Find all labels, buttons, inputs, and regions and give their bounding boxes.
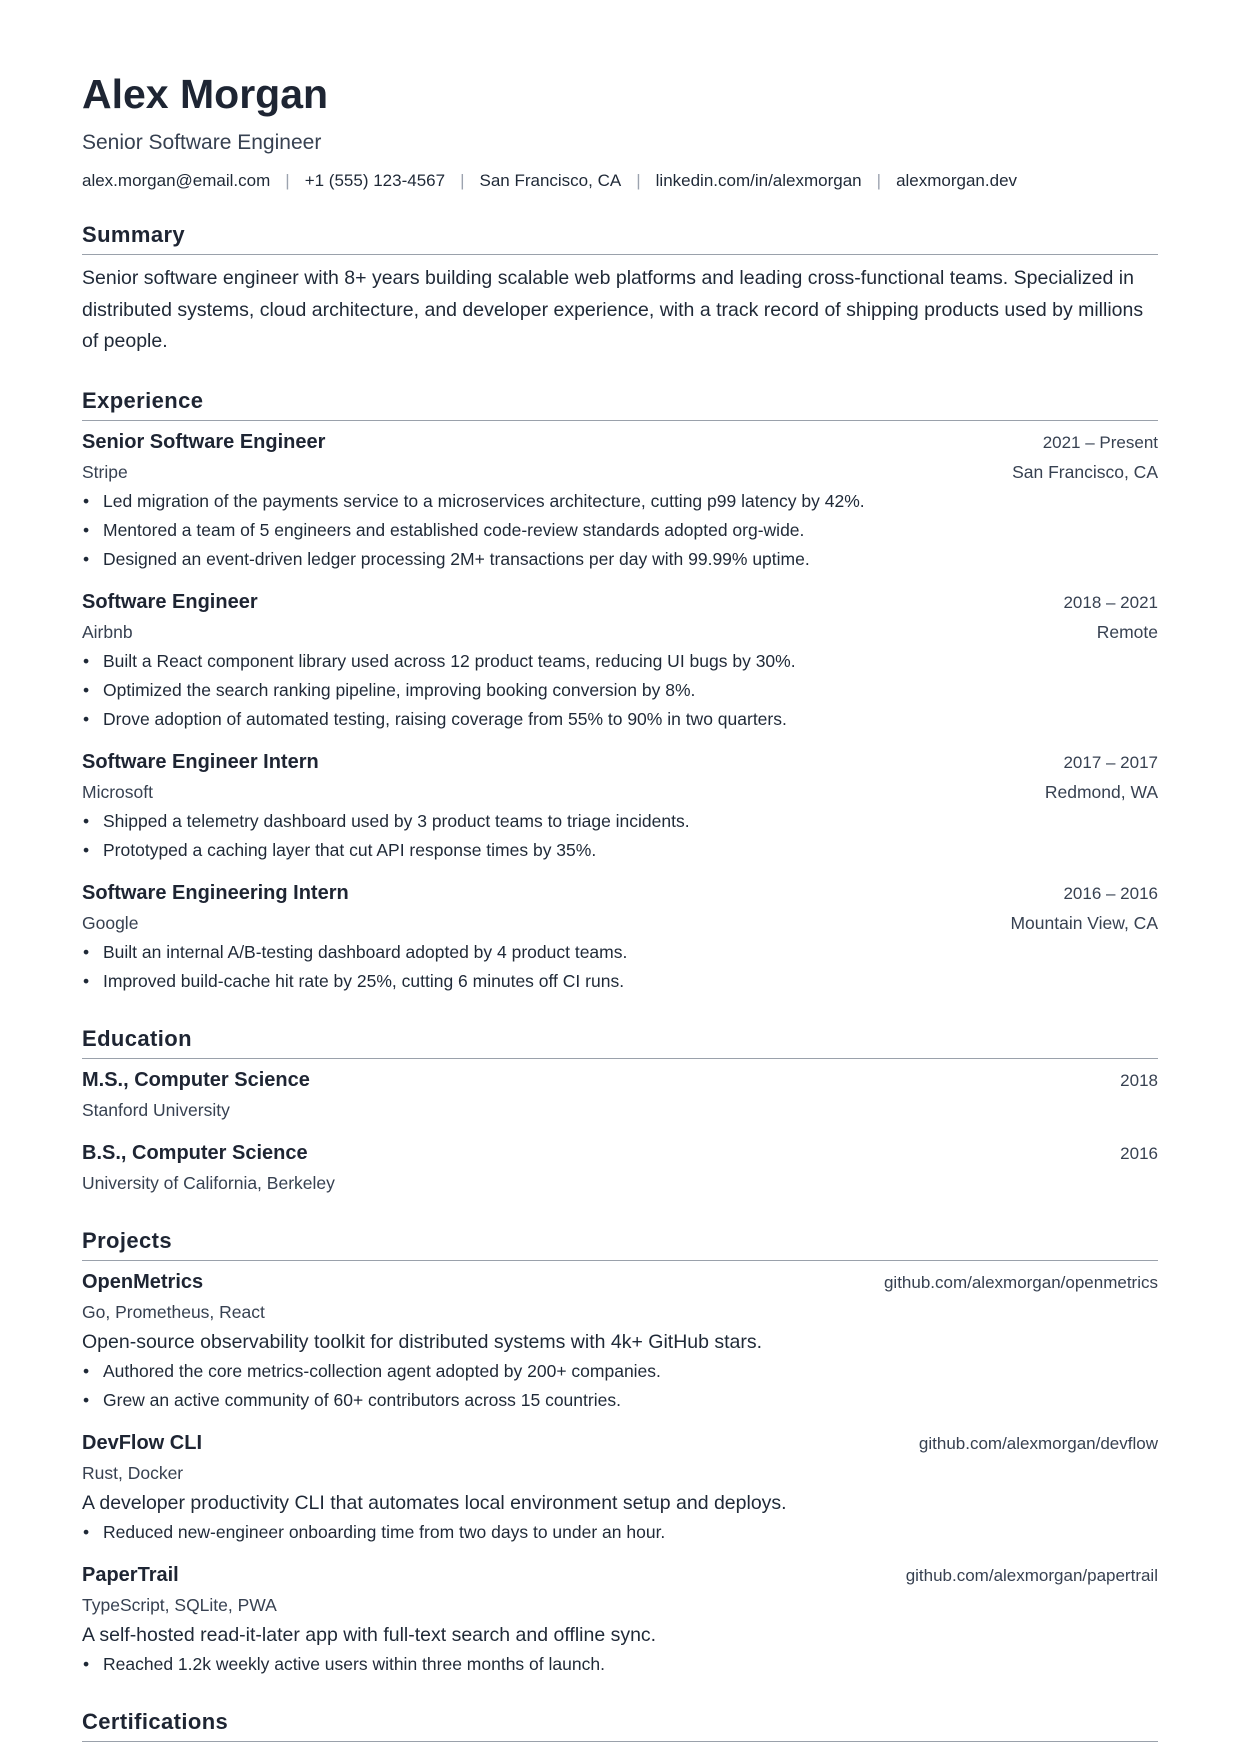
project-stack: Go, Prometheus, React bbox=[82, 1301, 265, 1322]
degree: B.S., Computer Science bbox=[82, 1141, 308, 1164]
summary-text: Senior software engineer with 8+ years building scalable web platforms and leading cross-functional teams. Specialized in distributed systems, cloud architecture, and developer experience, with a track record of shipping products used by millions of people. bbox=[82, 267, 1144, 352]
job-company: Microsoft bbox=[82, 781, 153, 802]
bullet-item: • Grew an active community of 60+ contributors across 15 countries. bbox=[82, 1386, 1158, 1415]
bullet-item: • Reached 1.2k weekly active users within three months of launch. bbox=[82, 1650, 1158, 1679]
job-entry bbox=[82, 428, 1158, 574]
degree: M.S., Computer Science bbox=[82, 1068, 310, 1091]
project-description: A self-hosted read-it-later app with full-text search and offline sync. bbox=[82, 1623, 657, 1646]
section-heading-certifications: Certifications bbox=[82, 1709, 1158, 1742]
project-bullets bbox=[82, 1650, 1158, 1679]
candidate-title: Senior Software Engineer bbox=[82, 131, 322, 154]
contact-separator: | bbox=[636, 171, 641, 190]
bullet-item: • Built an internal A/B-testing dashboard adopted by 4 product teams. bbox=[82, 938, 1158, 967]
projects-section bbox=[82, 1228, 1158, 1679]
section-heading-summary: Summary bbox=[82, 222, 1158, 255]
project-link[interactable]: github.com/alexmorgan/openmetrics bbox=[883, 1272, 1158, 1292]
project-description: Open-source observability toolkit for distributed systems with 4k+ GitHub stars. bbox=[82, 1330, 763, 1353]
project-bullets bbox=[82, 1357, 1158, 1415]
education-section bbox=[82, 1026, 1158, 1198]
bullet-item: • Reduced new-engineer onboarding time from two days to under an hour. bbox=[82, 1518, 1158, 1547]
job-bullets bbox=[82, 938, 1158, 996]
bullet-item: • Shipped a telemetry dashboard used by 3 product teams to triage incidents. bbox=[82, 807, 1158, 836]
job-location: Redmond, WA bbox=[1044, 781, 1158, 802]
contact-website[interactable]: alexmorgan.dev bbox=[896, 171, 1018, 190]
bullet-item: • Improved build-cache hit rate by 25%, cutting 6 minutes off CI runs. bbox=[82, 967, 1158, 996]
contact-linkedin[interactable]: linkedin.com/in/alexmorgan bbox=[655, 171, 862, 190]
contact-email[interactable]: alex.morgan@email.com bbox=[82, 171, 271, 190]
job-location: Mountain View, CA bbox=[1010, 912, 1158, 933]
job-company: Stripe bbox=[82, 461, 128, 482]
job-entry bbox=[82, 588, 1158, 734]
contact-separator: | bbox=[460, 171, 465, 190]
bullet-item: • Mentored a team of 5 engineers and established code-review standards adopted org-wide. bbox=[82, 516, 1158, 545]
job-location: San Francisco, CA bbox=[1012, 461, 1158, 482]
job-entry bbox=[82, 748, 1158, 865]
job-bullets bbox=[82, 807, 1158, 865]
contact-line bbox=[82, 170, 1158, 192]
job-title: Senior Software Engineer bbox=[82, 430, 326, 453]
bullet-item: • Drove adoption of automated testing, raising coverage from 55% to 90% in two quarters. bbox=[82, 705, 1158, 734]
project-bullets bbox=[82, 1518, 1158, 1547]
graduation-year: 2018 bbox=[1120, 1070, 1158, 1090]
project-name: PaperTrail bbox=[82, 1563, 179, 1586]
job-company: Google bbox=[82, 912, 139, 933]
job-bullets bbox=[82, 647, 1158, 734]
candidate-name: Alex Morgan bbox=[82, 71, 329, 117]
contact-phone[interactable]: +1 (555) 123-4567 bbox=[304, 171, 446, 190]
job-entry bbox=[82, 879, 1158, 996]
job-title: Software Engineer Intern bbox=[82, 750, 319, 773]
project-link[interactable]: github.com/alexmorgan/devflow bbox=[918, 1433, 1158, 1453]
project-link[interactable]: github.com/alexmorgan/papertrail bbox=[905, 1565, 1158, 1585]
education-entry bbox=[82, 1066, 1158, 1125]
job-title: Software Engineer bbox=[82, 590, 258, 613]
project-stack: Rust, Docker bbox=[82, 1462, 184, 1483]
certifications-section bbox=[82, 1709, 1158, 1742]
education-entry bbox=[82, 1139, 1158, 1198]
contact-separator: | bbox=[285, 171, 290, 190]
bullet-item: • Optimized the search ranking pipeline, improving booking conversion by 8%. bbox=[82, 676, 1158, 705]
school: University of California, Berkeley bbox=[82, 1172, 335, 1193]
project-entry bbox=[82, 1429, 1158, 1547]
section-heading-experience: Experience bbox=[82, 388, 1158, 421]
job-title: Software Engineering Intern bbox=[82, 881, 349, 904]
project-description: A developer productivity CLI that automates local environment setup and deploys. bbox=[82, 1491, 787, 1514]
bullet-item: • Built a React component library used across 12 product teams, reducing UI bugs by 30%. bbox=[82, 647, 1158, 676]
summary-section bbox=[82, 222, 1158, 358]
resume-header bbox=[82, 70, 1158, 192]
job-dates: 2018 – 2021 bbox=[1063, 592, 1158, 612]
graduation-year: 2016 bbox=[1120, 1143, 1158, 1163]
project-entry bbox=[82, 1268, 1158, 1415]
school: Stanford University bbox=[82, 1099, 230, 1120]
job-bullets bbox=[82, 487, 1158, 574]
bullet-item: • Designed an event-driven ledger processing 2M+ transactions per day with 99.99% uptime. bbox=[82, 545, 1158, 574]
contact-location: San Francisco, CA bbox=[479, 171, 622, 190]
section-heading-education: Education bbox=[82, 1026, 1158, 1059]
project-name: DevFlow CLI bbox=[82, 1431, 203, 1454]
bullet-item: • Led migration of the payments service to a microservices architecture, cutting p99 latency by 42%. bbox=[82, 487, 1158, 516]
project-name: OpenMetrics bbox=[82, 1270, 204, 1293]
bullet-item: • Prototyped a caching layer that cut API response times by 35%. bbox=[82, 836, 1158, 865]
project-stack: TypeScript, SQLite, PWA bbox=[82, 1594, 277, 1615]
contact-separator: | bbox=[876, 171, 882, 190]
job-dates: 2021 – Present bbox=[1042, 432, 1158, 452]
job-dates: 2016 – 2016 bbox=[1063, 883, 1158, 903]
bullet-item: • Authored the core metrics-collection agent adopted by 200+ companies. bbox=[82, 1357, 1158, 1386]
project-entry bbox=[82, 1561, 1158, 1679]
job-dates: 2017 – 2017 bbox=[1063, 752, 1158, 772]
section-heading-projects: Projects bbox=[82, 1228, 1158, 1261]
job-location: Remote bbox=[1096, 621, 1158, 642]
job-company: Airbnb bbox=[82, 621, 133, 642]
experience-section bbox=[82, 388, 1158, 996]
